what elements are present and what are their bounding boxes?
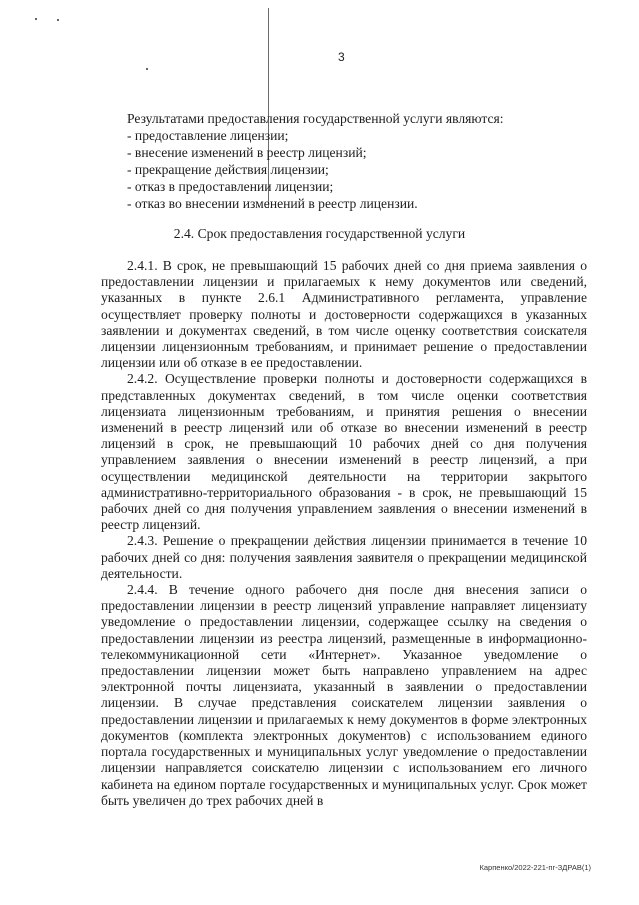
paragraph-2-4-3: 2.4.3. Решение о прекращении действия лицензии принимается в течение 10 рабочих дней со дня: получения заявления заявителя о прекращении медицинской деятельности. [101,533,587,581]
section-heading: 2.4. Срок предоставления государственной услуги [173,226,466,241]
scan-mark [146,68,148,70]
results-item: - отказ во внесении изменений в реестр лицензии. [127,196,418,211]
paragraph-2-4-2: 2.4.2. Осуществление проверки полноты и достоверности содержащихся в представленных документах сведений, в том числе оценки соответствия лицензиата лицензионным требованиям, и принятия решения о внесении изменений в реестр лицензий или об отказе во внесении изменений в реестр лицензий в срок, не превышающий 10 рабочих дней со дня получения управлением заявления о внесении изменений в реестр лицензий, а при осуществлении медицинской деятельности на территории закрытого административно-территориального образования - в срок, не превышающий 15 рабочих дней со дня получения управлением заявления о внесении изменений в реестр лицензий. [101,371,587,533]
document-reference: Карпенко/2022-221-пг-ЗДРАВ(1) [479,863,591,872]
results-item: - предоставление лицензии; [127,128,289,143]
results-list [127,110,547,212]
page-number: 3 [338,50,345,64]
scan-mark [57,19,59,21]
body-text [101,258,587,809]
paragraph-2-4-1: 2.4.1. В срок, не превышающий 15 рабочих дней со дня приема заявления о предоставлении лицензии и прилагаемых к нему документов или сведений, указанных в пункте 2.6.1 Административного регламента, управление осуществляет проверку полноты и достоверности содержащихся в указанных заявлении и документах сведений, в том числе оценку соответствия соискателя лицензии лицензионным требованиям, и принимает решение о предоставлении лицензии или об отказе в ее предоставлении. [101,258,587,371]
paragraph-2-4-4: 2.4.4. В течение одного рабочего дня после дня внесения записи о предоставлении лицензии в реестр лицензий управление направляет лицензиату уведомление о предоставлении лицензии, содержащее ссылку на сведения о предоставлении лицензии из реестра лицензий, размещенные в информационно-телекоммуникационной сети «Интернет». Указанное уведомление о предоставлении лицензии может быть направлено управлением на адрес электронной почты лицензиата, указанный в заявлении о предоставлении лицензии. В случае представления соискателем лицензии заявления о предоставлении лицензии и прилагаемых к нему документов в форме электронных документов (комплекта электронных документов) с использованием единого портала государственных и муниципальных услуг уведомление о предоставлении лицензии направляется соискателю лицензии с использованием его личного кабинета на едином портале государственных и муниципальных услуг. Срок может быть увеличен до трех рабочих дней в [101,582,587,808]
results-intro: Результатами предоставления государственной услуги являются: [127,111,504,126]
results-item: - прекращение действия лицензии; [127,162,329,177]
scan-mark [35,18,37,20]
results-item: - внесение изменений в реестр лицензий; [127,145,367,160]
results-item: - отказ в предоставлении лицензии; [127,179,334,194]
